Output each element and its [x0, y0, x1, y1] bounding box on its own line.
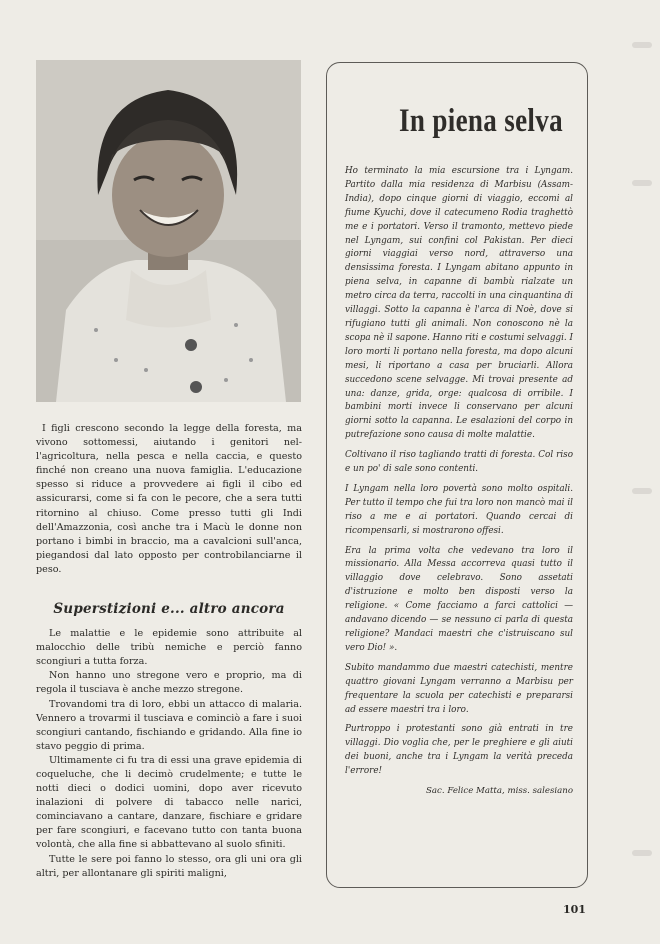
left-column	[36, 422, 302, 881]
page-number: 101	[563, 903, 586, 916]
body-paragraph: Trovandomi tra di loro, ebbi un attacco di malaria. Vennero a trovarmi il tusciava e cominciò a fare i suoi scongiuri cantando, fischiando e gridando. Alla fine io stavo peggio di prima.	[36, 698, 302, 752]
box-paragraph: I Lyngam nella loro povertà sono molto ospitali. Per tutto il tempo che fui tra loro non mancò mai il riso a me e ai portatori. Quando cercai di ricompensarli, si mostrarono offesi.	[345, 483, 573, 536]
author-signature: Sac. Felice Matta, miss. salesiano	[426, 786, 573, 797]
body-paragraph: Ultimamente ci fu tra di essi una grave epidemia di coqueluche, che li decimò crudelmente; e tutte le notti dieci o dodici uomini, dopo aver ricevuto inalazioni di polvere di tabacco nelle narici, cominciavano a cantare, danzare, fischiare e gridare per fare scongiuri, e facevano tutto con tanta buona volontà, che alla fine si abbattevano al suolo sfiniti.	[36, 754, 302, 851]
box-text	[345, 165, 573, 799]
body-paragraph: Le malattie e le epidemie sono attribuite al malocchio delle tribù nemiche e perciò fanno scongiuri a tutta forza.	[36, 628, 302, 668]
box-paragraph: Subito mandammo due maestri catechisti, mentre quattro giovani Lyngam verranno a Marbisu per frequentare la scuola per catechisti e prepararsi ad essere maestri tra i loro.	[345, 662, 573, 715]
box-paragraph: Coltivano il riso tagliando tratti di foresta. Col riso e un po' di sale sono contenti.	[345, 450, 573, 475]
body-paragraph: Tutte le sere poi fanno lo stesso, ora gli uni ora gli altri, per allontanare gli spiriti maligni,	[36, 853, 302, 879]
box-paragraph: Purtroppo i protestanti sono già entrati in tre villaggi. Dio voglia che, per le preghiere e gli aiuti dei buoni, anche tra i Lyngam la verità preceda l'errore!	[345, 724, 573, 777]
body-paragraph: Non hanno uno stregone vero e proprio, ma di regola il tusciava è anche mezzo stregone.	[36, 670, 302, 696]
portrait-photo	[36, 60, 301, 402]
smiling-girl-illustration	[36, 60, 301, 402]
binding-hole-mark	[632, 488, 652, 494]
binding-hole-mark	[632, 42, 652, 48]
binding-hole-mark	[632, 850, 652, 856]
sidebar-box	[326, 62, 588, 888]
binding-hole-mark	[632, 180, 652, 186]
box-paragraph: Era la prima volta che vedevano tra loro il missionario. Alla Messa accorreva quasi tutto il villaggio dove celebravo. Sono assetati d'istruzione e molto ben disposti verso la religione. « Come facciamo a farci cattolici — andavano dicendo — se nessuno ci parla di questa religione? Mandaci maestri che c'istruiscano sul vero Dio! ».	[345, 545, 573, 653]
box-title: In piena selva	[399, 103, 563, 139]
box-paragraph: Ho terminato la mia escursione tra i Lyngam. Partito dalla mia residenza di Marbisu (Assam-India), dopo cinque giorni di viaggio, eccomi al fiume Kyuchi, dove il catecumeno Rodia traghettò me e i portatori. Verso il tramonto, mettevo piede nel Lyngam, sui confini col Pakistan. Per dieci giorni viaggiai verso nord, attraverso una densissima foresta. I Lyngam abitano appunto in piena selva, in capanne di bambù rialzate un metro circa da terra, raccolti in una cinquantina di villaggi. Sotto la capanna è l'arca di Noè, dove si rifugiano tutti gli animali. Non conoscono nè la scopa nè il sapone. Hanno riti e costumi selvaggi. I loro morti li portano nella foresta, ma dopo alcuni mesi, li riportano a casa per bruciarli. Allora succedono scene selvagge. Mi trovai presente ad una: danze, grida, orge: qualcosa di orribile. I bambini morti invece li conservano per alcuni giorni sotto la capanna. Le esalazioni del corpo in putrefazione sono causa di molte malattie.	[345, 166, 573, 441]
section-subheading: Superstizioni e... altro ancora	[53, 601, 285, 618]
caption-paragraph: I figli crescono secondo la legge della foresta, ma vivono sottomessi, aiutando i genitori nel-l'agricoltura, nella pesca e nella caccia, e questo finché non creano una nuova famiglia. L'educazione spesso si riduce a provvedere ai figli il cibo ed assicurarsi, come si fa con le pecore, che a sera tutti ritornino al chiuso. Come presso tutti gli Indi dell'Amazzonia, così anche tra i Macù le donne non portano i bimbi in braccio, ma a cavalcioni sull'anca, piegandosi dal lato opposto per controbilanciarne il peso.	[36, 423, 302, 575]
